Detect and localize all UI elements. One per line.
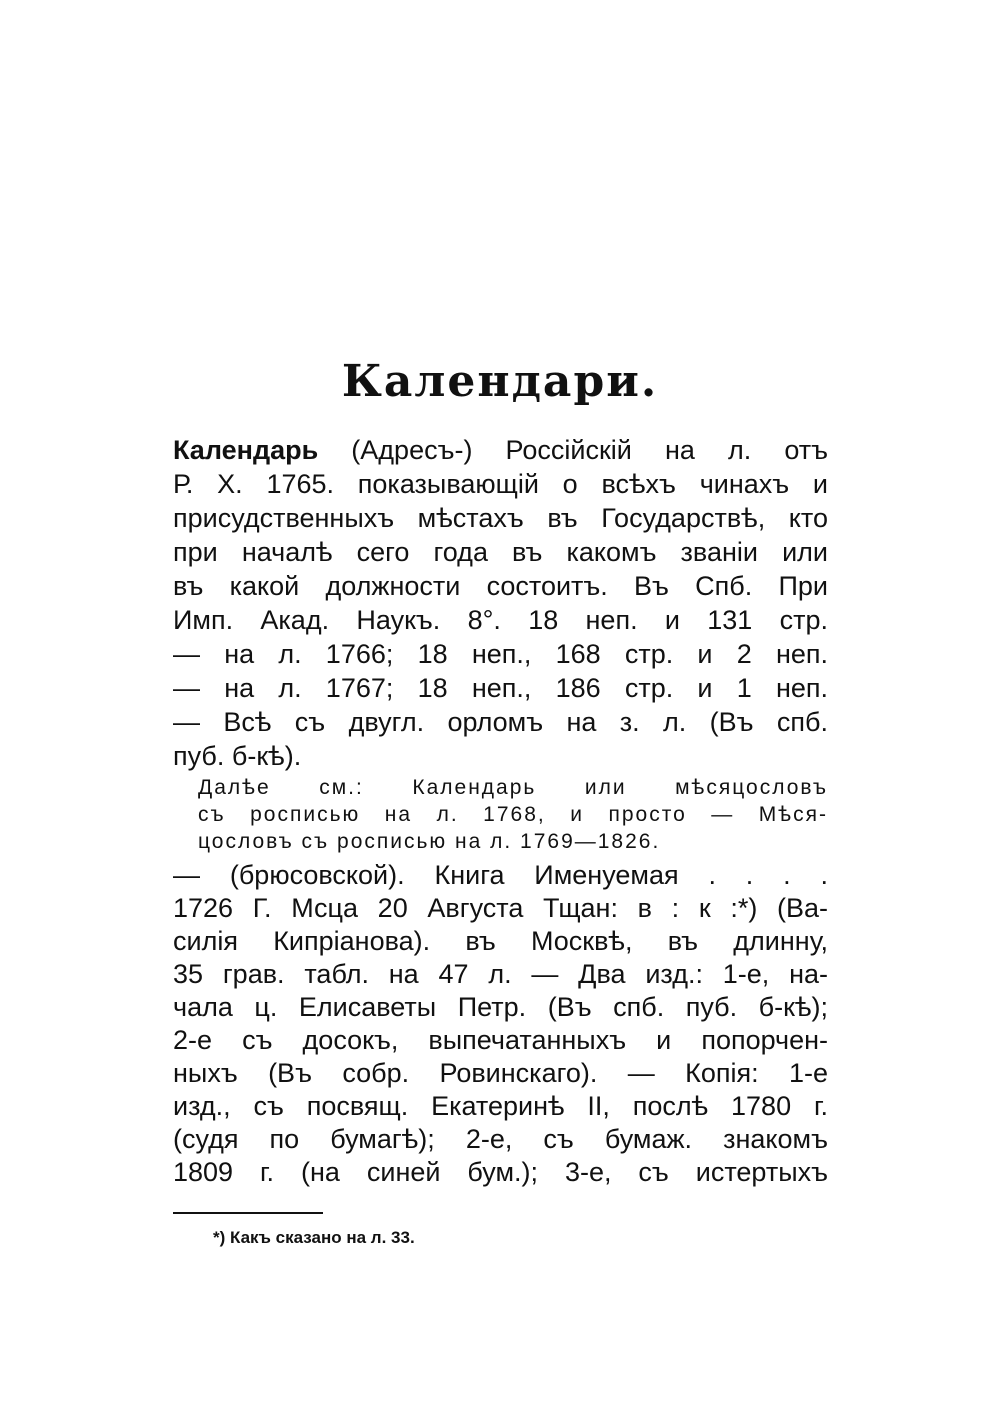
entry-line: — Всѣ съ двугл. орломъ на з. л. (Въ спб. — [173, 707, 828, 737]
entry-line: — на л. 1767; 18 неп., 186 стр. и 1 неп. — [173, 673, 828, 703]
entry-head-word: Календарь — [173, 435, 319, 465]
second-entry-line: (судя по бумагѣ); 2-е, съ бумаж. знакомъ — [173, 1124, 828, 1154]
entry-line: пуб. б-кѣ). — [173, 741, 302, 771]
see-also-line: Далѣе см.: Календарь или мѣсяцословъ — [198, 776, 828, 799]
entry-line: присудственныхъ мѣстахъ въ Государствѣ, кто — [173, 503, 828, 533]
see-also-line: цословъ съ росписью на л. 1769—1826. — [198, 830, 661, 853]
entry-line: — на л. 1766; 18 неп., 168 стр. и 2 неп. — [173, 639, 828, 669]
entry-line: Р. Х. 1765. показывающій о всѣхъ чинахъ и — [173, 469, 828, 499]
footnote-rule — [173, 1212, 323, 1214]
footnote: *) Какъ сказано на л. 33. — [213, 1228, 415, 1247]
page-title: Календари. — [341, 356, 659, 407]
second-entry-line: ныхъ (Въ собр. Ровинскаго). — Копія: 1-е — [173, 1058, 828, 1088]
entry-line: въ какой должности состоитъ. Въ Спб. При — [173, 571, 828, 601]
entry-line-1 — [173, 433, 828, 467]
entry-line-1-rest: (Адресъ-) Россійскій на л. отъ — [318, 435, 828, 465]
second-entry-line: силія Кипріанова). въ Москвѣ, въ длинну, — [173, 926, 828, 956]
entry-line: Имп. Акад. Наукъ. 8°. 18 неп. и 131 стр. — [173, 605, 828, 635]
second-entry-line: чала ц. Елисаветы Петр. (Въ спб. пуб. б-кѣ); — [173, 992, 828, 1022]
second-entry-line: 35 грав. табл. на 47 л. — Два изд.: 1-е, на- — [173, 959, 828, 989]
see-also-line: съ росписью на л. 1768, и просто — Мѣся- — [198, 803, 828, 826]
second-entry-line: 1809 г. (на синей бум.); 3-е, съ истертыхъ — [173, 1157, 828, 1187]
second-entry-line: — (брюсовской). Книга Именуемая . . . . — [173, 860, 828, 890]
second-entry-line: 1726 Г. Мсца 20 Августа Тщан: в : к :*) (Ва- — [173, 893, 828, 923]
second-entry-line: 2-е съ досокъ, выпечатанныхъ и попорчен- — [173, 1025, 828, 1055]
second-entry-line: изд., съ посвящ. Екатеринѣ II, послѣ 1780 г. — [173, 1091, 828, 1121]
entry-line: при началѣ сего года въ какомъ званіи или — [173, 537, 828, 567]
